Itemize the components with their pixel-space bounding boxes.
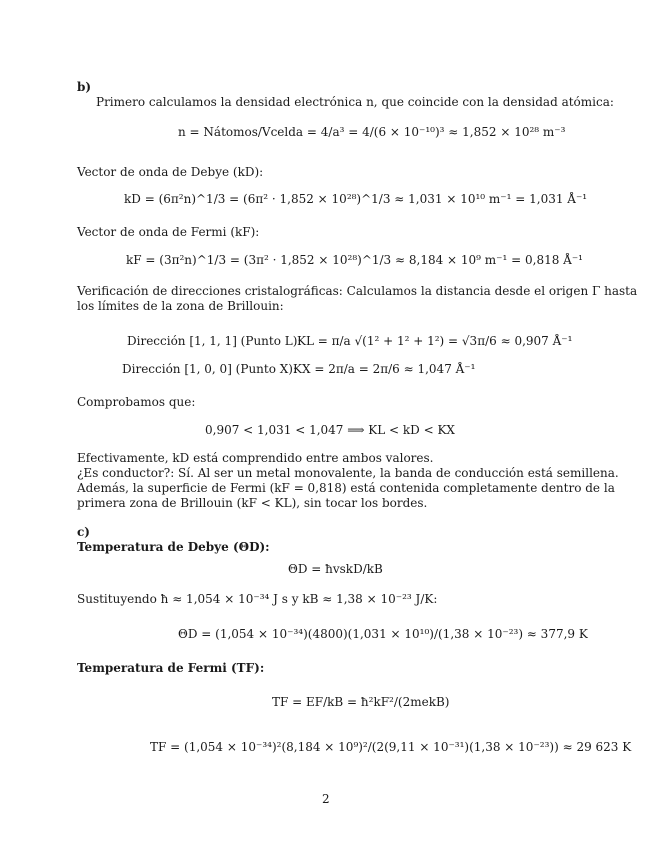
verification-text-line2: los límites de la zona de Brillouin: bbox=[77, 299, 284, 313]
effect-line: Efectivamente, kD está comprendido entre ambos valores. bbox=[77, 451, 434, 465]
verification-text-line1: Verificación de direcciones cristalográficas: Calculamos la distancia desde el origen Γ hasta bbox=[77, 284, 638, 298]
equation-density: n = Nátomos/Vcelda = 4/a³ = 4/(6 × 10⁻¹⁰)³ ≈ 1,852 × 10²⁸ m⁻³ bbox=[178, 125, 566, 139]
conductor-line3: primera zona de Brillouin (kF < KL), sin tocar los bordes. bbox=[77, 496, 428, 510]
debye-wavevector-heading: Vector de onda de Debye (kD): bbox=[77, 165, 264, 179]
equation-kl: KL = π/a √(1² + 1² + 1²) = √3π/6 ≈ 0,907 Å⁻¹ bbox=[297, 334, 573, 348]
substitution-line: Sustituyendo ħ ≈ 1,054 × 10⁻³⁴ J s y kB ≈ 1,38 × 10⁻²³ J/K: bbox=[77, 592, 438, 606]
fermi-temperature-heading: Temperatura de Fermi (TF): bbox=[77, 661, 265, 675]
equation-theta-definition: ΘD = ħvskD/kB bbox=[288, 562, 383, 576]
equation-tf-value: TF = (1,054 × 10⁻³⁴)²(8,184 × 10⁹)²/(2(9,11 × 10⁻³¹)(1,38 × 10⁻²³)) ≈ 29 623 K bbox=[150, 740, 632, 754]
equation-kd: kD = (6π²n)^1/3 = (6π² · 1,852 × 10²⁸)^1/3 ≈ 1,031 × 10¹⁰ m⁻¹ = 1,031 Å⁻¹ bbox=[124, 192, 588, 206]
fermi-wavevector-heading: Vector de onda de Fermi (kF): bbox=[77, 225, 260, 239]
section-b-intro: Primero calculamos la densidad electrónica n, que coincide con la densidad atómica: bbox=[96, 95, 614, 109]
page-number: 2 bbox=[322, 792, 330, 806]
direction-111-label: Dirección [1, 1, 1] (Punto L): bbox=[127, 334, 302, 348]
compare-heading: Comprobamos que: bbox=[77, 395, 196, 409]
section-b-label: b) bbox=[77, 80, 92, 94]
equation-tf-definition: TF = EF/kB = ħ²kF²/(2mekB) bbox=[272, 695, 450, 709]
equation-kf: kF = (3π²n)^1/3 = (3π² · 1,852 × 10²⁸)^1/3 ≈ 8,184 × 10⁹ m⁻¹ = 0,818 Å⁻¹ bbox=[126, 253, 583, 267]
section-c-label: c) bbox=[77, 525, 90, 539]
equation-kx: KX = 2π/a = 2π/6 ≈ 1,047 Å⁻¹ bbox=[293, 362, 476, 376]
debye-temperature-heading: Temperatura de Debye (ΘD): bbox=[77, 540, 270, 554]
conductor-line2: Además, la superficie de Fermi (kF = 0,818) está contenida completamente dentro de la bbox=[77, 481, 615, 495]
equation-compare: 0,907 < 1,031 < 1,047 ⟹ KL < kD < KX bbox=[205, 423, 455, 437]
conductor-line1: ¿Es conductor?: Sí. Al ser un metal monovalente, la banda de conducción está semillena. bbox=[77, 466, 619, 480]
equation-theta-value: ΘD = (1,054 × 10⁻³⁴)(4800)(1,031 × 10¹⁰)/(1,38 × 10⁻²³) ≈ 377,9 K bbox=[178, 627, 588, 641]
direction-100-label: Dirección [1, 0, 0] (Punto X): bbox=[122, 362, 298, 376]
